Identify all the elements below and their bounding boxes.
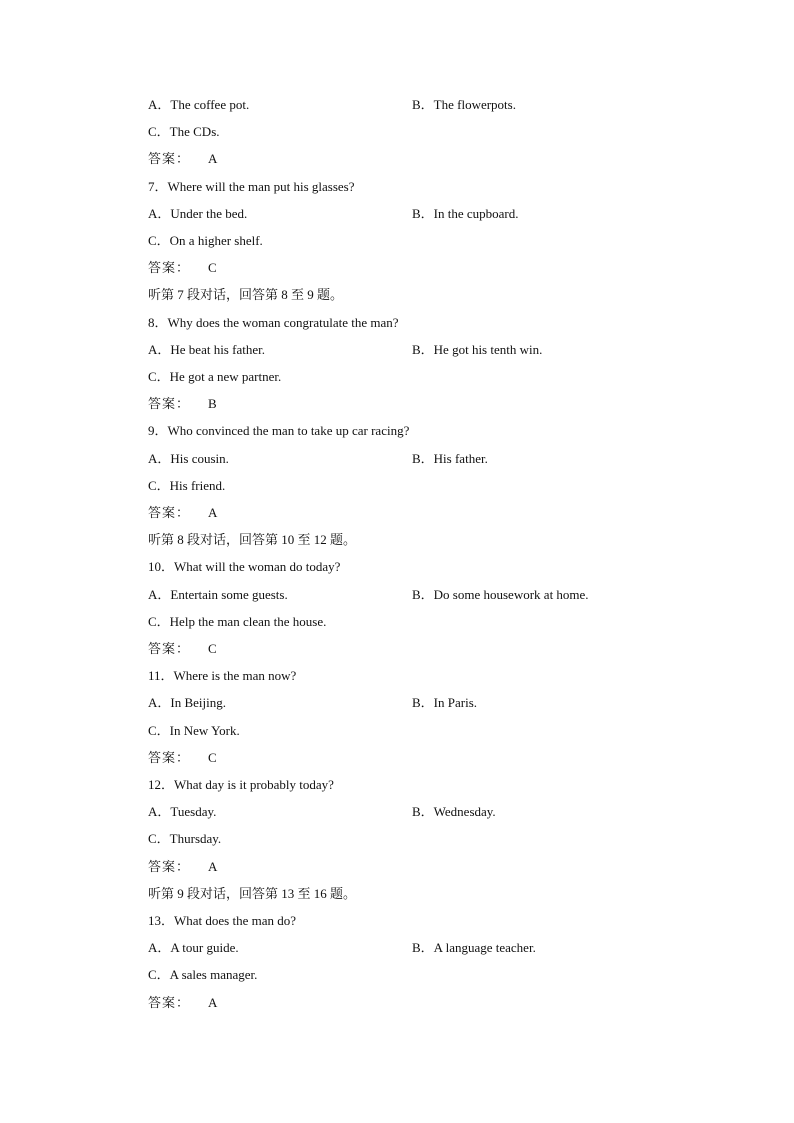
option-line: C．On a higher shelf.: [148, 233, 263, 248]
answer-label: 答案：: [148, 749, 191, 765]
answer-line: [148, 993, 217, 1013]
answer-value: A: [208, 858, 218, 874]
option-b: B．The flowerpots.: [412, 97, 516, 112]
option-line: C．The CDs.: [148, 124, 220, 140]
option-row: [148, 340, 543, 360]
question-text: 13．What does the man do?: [148, 913, 297, 928]
question-text: 10．What will the woman do today?: [148, 559, 341, 575]
answer-label: 答案：: [148, 396, 191, 412]
section-instruction: 听第 8 段对话，回答第 10 至 12 题。: [148, 532, 357, 548]
answer-value: B: [208, 396, 217, 412]
option-line: C．A sales manager.: [148, 967, 258, 983]
option-a: A．In Beijing.: [148, 695, 226, 711]
option-a: A．His cousin.: [148, 450, 229, 466]
question-text: 7．Where will the man put his glasses?: [148, 178, 355, 194]
answer-line: [148, 149, 217, 169]
option-b: B．In Paris.: [412, 695, 478, 711]
answer-value: A: [208, 505, 218, 520]
question-text: 12．What day is it probably today?: [148, 777, 334, 792]
option-b: B．Wednesday.: [412, 804, 496, 820]
option-b: B．In the cupboard.: [412, 205, 519, 221]
option-a: A．Tuesday.: [148, 804, 217, 820]
option-line: C．He got a new partner.: [148, 369, 282, 384]
option-line: C．His friend.: [148, 477, 226, 493]
answer-label: 答案：: [148, 151, 191, 167]
section-instruction: 听第 7 段对话，回答第 8 至 9 题。: [148, 287, 344, 303]
option-row: [148, 95, 516, 115]
option-a: A．A tour guide.: [148, 940, 239, 956]
answer-line: [148, 503, 217, 523]
answer-line: [148, 258, 217, 278]
option-a: A．The coffee pot.: [148, 97, 250, 112]
answer-value: A: [208, 994, 218, 1010]
option-row: [148, 938, 536, 958]
answer-line: [148, 857, 217, 877]
option-line: C．Help the man clean the house.: [148, 613, 327, 629]
answer-value: C: [208, 260, 217, 276]
option-a: A．He beat his father.: [148, 341, 265, 357]
answer-label: 答案：: [148, 994, 191, 1010]
answer-value: A: [208, 151, 218, 167]
option-a: A．Under the bed.: [148, 205, 248, 221]
option-row: [148, 449, 488, 469]
option-line: C．In New York.: [148, 722, 240, 738]
answer-line: [148, 639, 217, 659]
question-text: 11．Where is the man now?: [148, 668, 297, 684]
answer-value: C: [208, 641, 217, 656]
option-b: B．His father.: [412, 450, 488, 466]
option-line: C．Thursday.: [148, 831, 222, 847]
option-b: B．A language teacher.: [412, 940, 536, 956]
question-text: 8．Why does the woman congratulate the man?: [148, 314, 399, 330]
option-a: A．Entertain some guests.: [148, 586, 288, 602]
answer-value: C: [208, 749, 217, 765]
answer-line: [148, 394, 217, 414]
section-instruction: 听第 9 段对话，回答第 13 至 16 题。: [148, 885, 357, 901]
answer-label: 答案：: [148, 260, 191, 276]
answer-line: [148, 748, 217, 768]
answer-label: 答案：: [148, 641, 191, 656]
option-b: B．Do some housework at home.: [412, 586, 589, 602]
option-row: [148, 693, 478, 713]
option-row: [148, 585, 589, 605]
option-b: B．He got his tenth win.: [412, 341, 543, 357]
answer-label: 答案：: [148, 858, 191, 874]
answer-label: 答案：: [148, 505, 191, 520]
question-text: 9．Who convinced the man to take up car racing?: [148, 423, 410, 439]
option-row: [148, 204, 519, 224]
option-row: [148, 802, 496, 822]
